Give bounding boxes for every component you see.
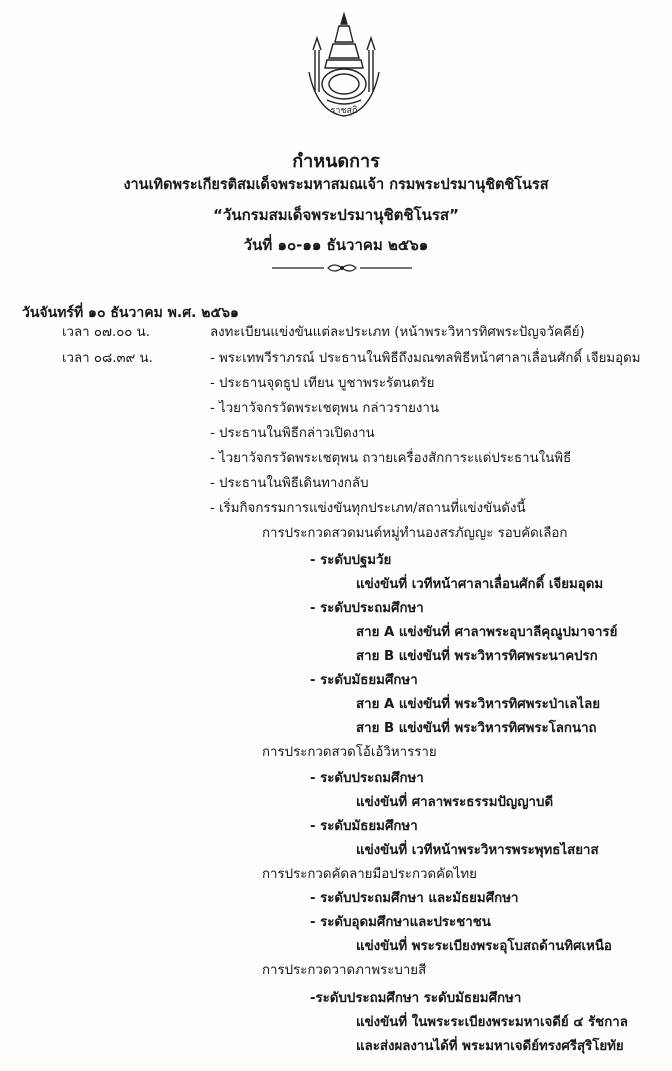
venue-line: และส่งผลงานได้ที่ พระมหาเจดีย์ทรงศรีสุริโยทัย (356, 1039, 624, 1054)
venue-line: สาย A แข่งขันที่ พระวิหารทิศพระป่าเลไลย (356, 697, 601, 712)
event-title: งานเทิดพระเกียรติสมเด็จพระมหาสมณเจ้า กรมพระปรมานุชิตชิโนรส (123, 177, 549, 193)
list-item: - พระเทพวีราภรณ์ ประธานในพิธีถึงมณฑลพิธีหน้าศาลาเลื่อนศักดิ์ เจียมอุดม (210, 351, 641, 366)
event-date: วันที่ ๑๐-๑๑ ธันวาคม ๒๕๖๑ (243, 236, 429, 254)
competition-heading: การประกวดสวดมนต์หมู่ทำนองสรภัญญะ รอบคัดเลือก (262, 526, 568, 541)
competition-heading: การประกวดวาดภาพระบายสี (262, 963, 427, 978)
level-heading: - ระดับประถมศึกษา และมัธยมศึกษา (310, 891, 519, 906)
venue-line: แข่งขันที่ พระระเบียงพระอุโบสถด้านทิศเหนือ (356, 939, 612, 954)
level-heading: -ระดับประถมศึกษา ระดับมัธยมศึกษา (310, 991, 522, 1006)
royal-seal-emblem (303, 12, 385, 124)
level-heading: - ระดับมัธยมศึกษา (310, 819, 418, 834)
list-item: - ประธานในพิธีกล่าวเปิดงาน (210, 426, 375, 441)
registration-entry: ลงทะเบียนแข่งขันแต่ละประเภท (หน้าพระวิหารทิศพระปัญจวัคคีย์) (210, 325, 585, 340)
list-item: - ไวยาวัจกรวัดพระเชตุพน กล่าวรายงาน (210, 401, 439, 416)
list-item: - ประธานในพิธีเดินทางกลับ (210, 476, 369, 491)
competition-heading: การประกวดสวดโอ้เอ้วิหารราย (262, 745, 437, 760)
venue-line: แข่งขันที่ ศาลาพระธรรมปัญญาบดี (356, 795, 554, 810)
event-name: “วันกรมสมเด็จพระปรมานุชิตชิโนรส” (213, 206, 459, 224)
list-item: - เริ่มกิจกรรมการแข่งขันทุกประเภท/สถานที่แข่งขันดังนี้ (210, 501, 526, 516)
level-heading: - ระดับประถมศึกษา (310, 771, 424, 786)
venue-line: สาย B แข่งขันที่ พระวิหารทิศพระโลกนาถ (356, 721, 597, 736)
list-item: - ประธานจุดธูป เทียน บูชาพระรัตนตรัย (210, 376, 435, 391)
time-0700: เวลา ๐๗.๐๐ น. (62, 325, 150, 340)
level-heading: - ระดับปฐมวัย (310, 553, 392, 568)
venue-line: แข่งขันที่ ในพระระเบียงพระมหาเจดีย์ ๔ รัชกาล (356, 1015, 628, 1030)
competition-heading: การประกวดคัดลายมือประกวดคัดไทย (262, 867, 477, 882)
venue-line: แข่งขันที่ เวทีหน้าพระวิหารพระพุทธไสยาส (356, 843, 599, 858)
list-item: - ไวยาวัจกรวัดพระเชตุพน ถวายเครื่องสักการะแด่ประธานในพิธี (210, 451, 572, 466)
document-title: กำหนดการ (292, 151, 380, 172)
level-heading: - ระดับประถมศึกษา (310, 601, 424, 616)
venue-line: สาย B แข่งขันที่ พระวิหารทิศพระนาคปรก (356, 649, 598, 664)
time-0839: เวลา ๐๘.๓๙ น. (62, 351, 153, 366)
level-heading: - ระดับอุดมศึกษาและประชาชน (310, 915, 491, 930)
venue-line: แข่งขันที่ เวทีหน้าศาลาเลื่อนศักดิ์ เจียมอุดม (356, 577, 604, 592)
level-heading: - ระดับมัธยมศึกษา (310, 673, 418, 688)
venue-line: สาย A แข่งขันที่ ศาลาพระอุบาลีคุณูปมาจารย์ (356, 625, 618, 640)
ornamental-divider (272, 262, 412, 274)
seal-text: ราชสุกิ (330, 106, 358, 116)
day-heading: วันจันทร์ที่ ๑๐ ธันวาคม พ.ศ. ๒๕๖๑ (22, 305, 239, 321)
